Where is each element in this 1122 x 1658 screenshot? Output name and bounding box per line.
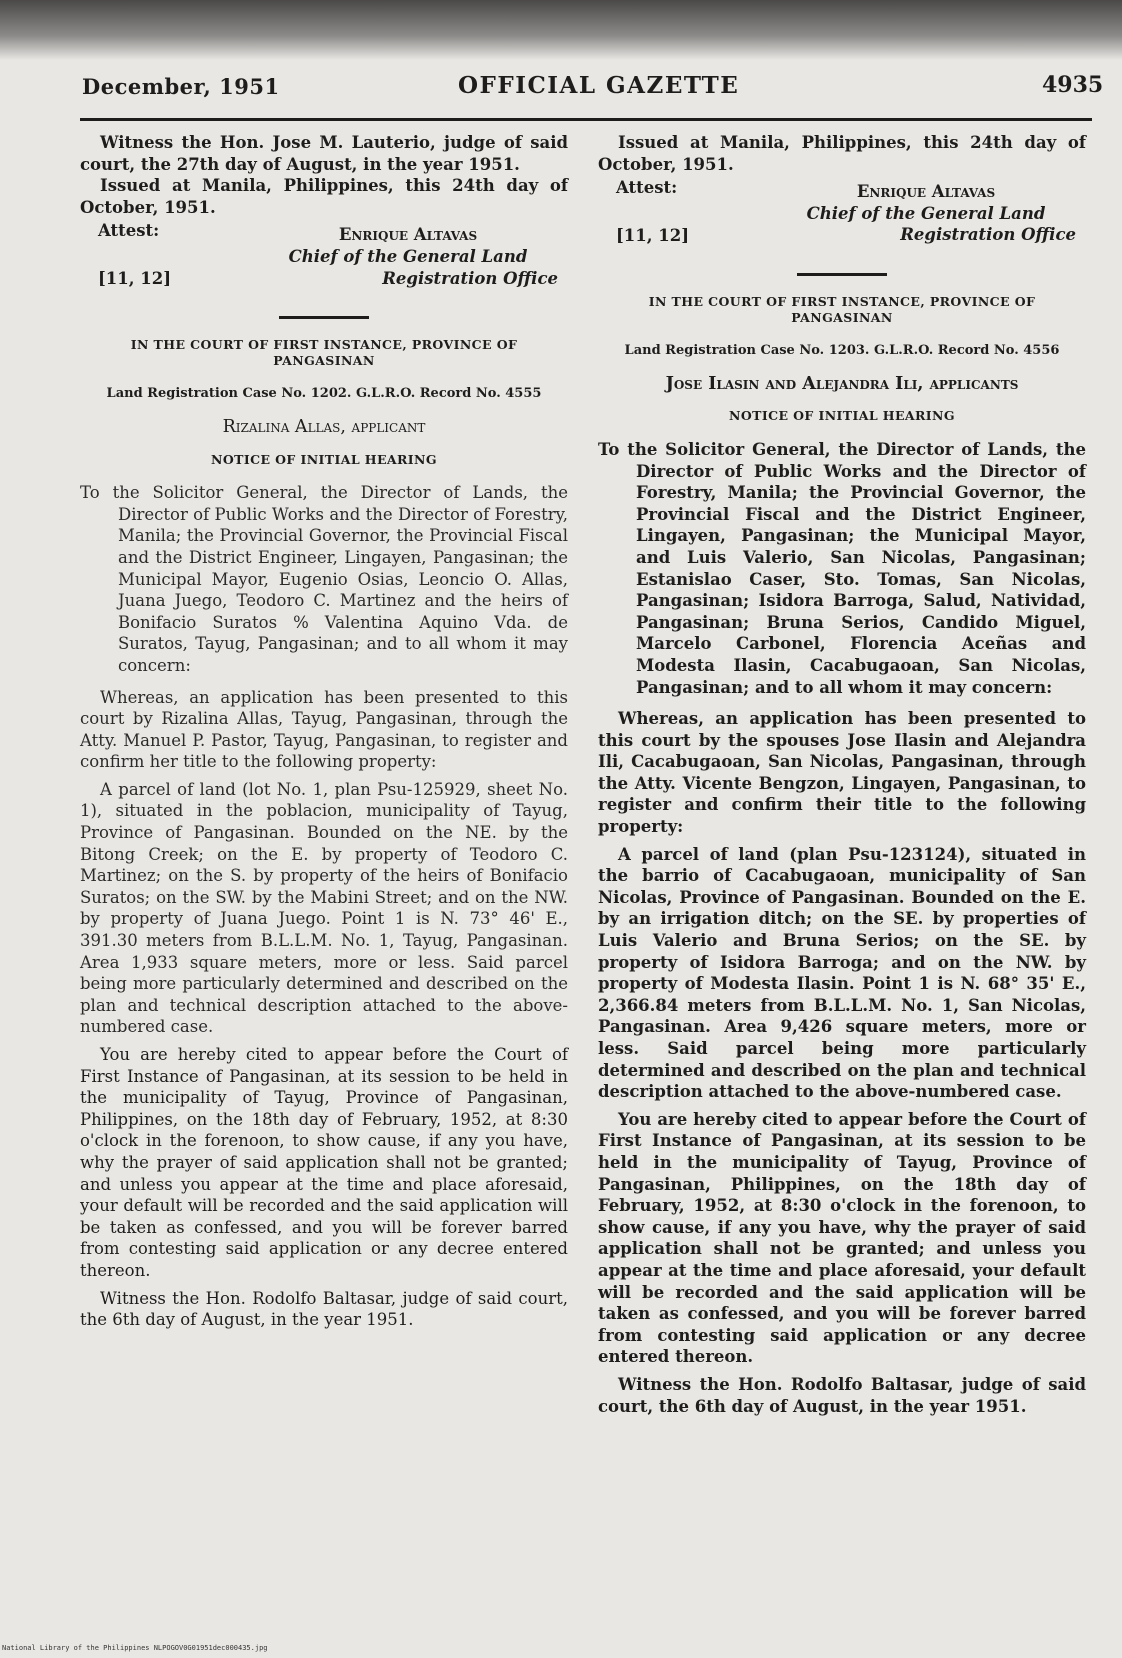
signature — [776, 181, 1076, 246]
addressees: To the Solicitor General, the Director of Lands, the Director of Public Works and the Director of Forestry, Manila; the Provincial Governor, the Provincial Fiscal and the District Engineer, Lingayen, Pangasinan; the Municipal Mayor, and Luis Valerio, San Nicolas, Pangasinan; Estanislao Caser, Sto. Tomas, San Nicolas, Pangasinan; Isidora Barroga, Salud, Natividad, Pangasinan; Bruna Serios, Candido Miguel, Marcelo Carbonel, Florencia Aceñas and Modesta Ilasin, Cacabugaoan, San Nicolas, Pangasinan; and to all whom it may concern: — [598, 439, 1086, 697]
court-heading: IN THE COURT OF FIRST INSTANCE, PROVINCE OF PANGASINAN — [130, 337, 518, 369]
attest-label: Attest: — [98, 221, 160, 241]
right-column — [598, 132, 1086, 1423]
separator-rule — [797, 273, 887, 276]
page-number: 4935 — [1042, 72, 1104, 98]
signature — [258, 224, 558, 289]
prev-witness: Witness the Hon. Jose M. Lauterio, judge of said court, the 27th day of August, in the year 1951. — [80, 133, 568, 174]
signatory-name: Enrique Altavas — [856, 182, 996, 202]
issue-ref: [11, 12] — [616, 226, 690, 246]
whereas-paragraph: Whereas, an application has been presented to this court by the spouses Jose Ilasin and Alejandra Ili, Cacabugaoan, San Nicolas, Pangasinan, through the Atty. Vicente Bengzon, Lingayen, Pangasinan, to register and confirm their title to the following property: — [598, 709, 1086, 837]
attest-block — [80, 220, 568, 306]
scan-footer: National Library of the Philippines NLPOGOV0G01951dec000435.jpg — [2, 1644, 268, 1652]
case-number: Land Registration Case No. 1202. G.L.R.O. Record No. 4555 — [106, 386, 542, 402]
signatory-office: Registration Office — [382, 268, 558, 288]
prev-issued: Issued at Manila, Philippines, this 24th day of October, 1951. — [598, 133, 1086, 174]
citation-paragraph: You are hereby cited to appear before the Court of First Instance of Pangasinan, at its session to be held in the municipality of Tayug, Province of Pangasinan, Philippines, on the 18th day of February, 1952, at 8:30 o'clock in the forenoon, to show cause, if any you have, why the prayer of said application shall not be granted; and unless you appear at the time and place aforesaid, your default will be recorded and the said application will be taken as confessed, and you will be forever barred from contesting said application or any decree entered thereon. — [598, 1109, 1086, 1367]
left-column — [80, 132, 568, 1337]
parcel-description: A parcel of land (lot No. 1, plan Psu-125929, sheet No. 1), situated in the poblacion, municipality of Tayug, Province of Pangasinan. Bounded on the NE. by the Bitong Creek; on the E. by property of Teodoro C. Martinez; on the S. by property of the heirs of Bonifacio Suratos; on the SW. by the Mabini Street; and on the NW. by property of Juana Juego. Point 1 is N. 73° 46' E., 391.30 meters from B.L.L.M. No. 1, Tayug, Pangasinan. Area 1,933 square meters, more or less. Said parcel being more particularly determined and described on the plan and technical description attached to the above-numbered case. — [80, 779, 568, 1037]
applicant-name: Jose Ilasin and Alejandra Ili, applicants — [665, 373, 1019, 394]
addressees: To the Solicitor General, the Director of Lands, the Director of Public Works and the Director of Forestry, Manila; the Provincial Governor, the Provincial Fiscal and the District Engineer, Lingayen, Pangasinan; the Municipal Mayor, Eugenio Osias, Leoncio O. Allas, Juana Juego, Teodoro C. Martinez and the heirs of Bonifacio Suratos % Valentina Aquino Vda. de Suratos, Tayug, Pangasinan; and to all whom it may concern: — [80, 483, 568, 675]
page-header — [82, 68, 1122, 118]
header-rule — [80, 118, 1092, 121]
gazette-title: OFFICIAL GAZETTE — [458, 72, 740, 99]
signatory-title: Chief of the General Land — [288, 246, 528, 266]
issue-date: December, 1951 — [82, 74, 280, 99]
case-number: Land Registration Case No. 1203. G.L.R.O. Record No. 4556 — [624, 343, 1060, 359]
attest-label: Attest: — [616, 178, 678, 198]
signatory-office: Registration Office — [900, 225, 1076, 245]
separator-rule — [279, 316, 369, 319]
scan-shadow — [0, 0, 1122, 60]
witness-paragraph: Witness the Hon. Rodolfo Baltasar, judge of said court, the 6th day of August, in the year 1951. — [598, 1374, 1086, 1416]
applicant-name: Rizalina Allas, applicant — [222, 416, 426, 437]
court-heading: IN THE COURT OF FIRST INSTANCE, PROVINCE OF PANGASINAN — [648, 294, 1036, 326]
notice-heading: NOTICE OF INITIAL HEARING — [211, 451, 437, 467]
witness-paragraph: Witness the Hon. Rodolfo Baltasar, judge of said court, the 6th day of August, in the year 1951. — [80, 1288, 568, 1330]
whereas-paragraph: Whereas, an application has been presented to this court by Rizalina Allas, Tayug, Pangasinan, through the Atty. Manuel P. Pastor, Tayug, Pangasinan, to register and confirm her title to the following property: — [80, 687, 568, 772]
signatory-name: Enrique Altavas — [338, 225, 478, 245]
prev-issued: Issued at Manila, Philippines, this 24th day of October, 1951. — [80, 176, 568, 217]
issue-ref: [11, 12] — [98, 269, 172, 289]
signatory-title: Chief of the General Land — [806, 203, 1046, 223]
attest-block — [598, 177, 1086, 263]
citation-paragraph: You are hereby cited to appear before the Court of First Instance of Pangasinan, at its session to be held in the municipality of Tayug, Province of Pangasinan, Philippines, on the 18th day of February, 1952, at 8:30 o'clock in the forenoon, to show cause, if any you have, why the prayer of said application shall not be granted; and unless you appear at the time and place aforesaid, your default will be recorded and the said application will be taken as confessed, and you will be forever barred from contesting said application or any decree entered thereon. — [80, 1045, 568, 1280]
notice-heading: NOTICE OF INITIAL HEARING — [729, 408, 955, 424]
parcel-description: A parcel of land (plan Psu-123124), situated in the barrio of Cacabugaoan, municipality of San Nicolas, Province of Pangasinan. Bounded on the E. by an irrigation ditch; on the SE. by properties of Luis Valerio and Bruna Serios; on the SE. by property of Isidora Barroga; and on the NW. by property of Modesta Ilasin. Point 1 is N. 68° 35' E., 2,366.84 meters from B.L.L.M. No. 1, San Nicolas, Pangasinan. Area 9,426 square meters, more or less. Said parcel being more particularly determined and described on the plan and technical description attached to the above-numbered case. — [598, 844, 1086, 1102]
